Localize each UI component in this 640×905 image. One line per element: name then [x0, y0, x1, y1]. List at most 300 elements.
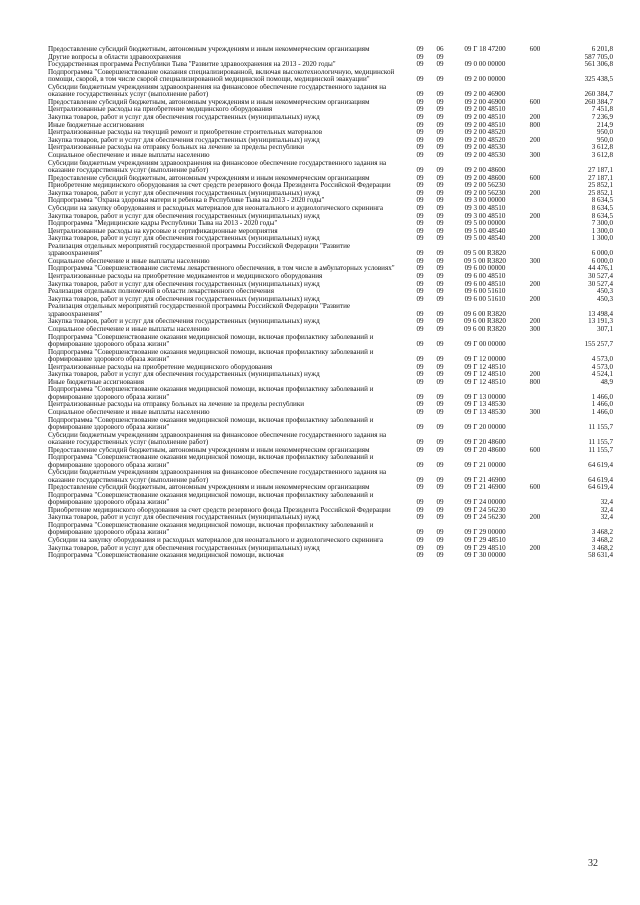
row-name: Субсидии бюджетным учреждениям здравоохранения на финансовое обеспечение государственного задания на оказание государственных услуг (выполнение работ): [48, 83, 387, 99]
row-name: Предоставление субсидий бюджетным, автономным учреждениям и иным некоммерческим организациям: [48, 98, 370, 106]
row-amount: 950,0: [597, 136, 613, 144]
row-section-code: 09: [416, 371, 424, 379]
row-section-code: 09: [416, 98, 424, 106]
row-subsection-code: 09: [436, 326, 444, 334]
row-name: Закупка товаров, работ и услуг для обеспечения государственных (муниципальных) нужд: [48, 212, 320, 220]
row-expense-type-code: [520, 228, 550, 236]
row-target-item-code: 09 Г 13 00000: [464, 392, 506, 401]
row-expense-type-code: [520, 197, 550, 205]
row-target-item-code: 09 2 00 48530: [464, 144, 506, 152]
row-subsection-code: 09: [436, 121, 444, 129]
row-expense-type-code: [520, 288, 550, 296]
row-subsection-code: 09: [436, 309, 444, 318]
row-subsection-code: 09: [436, 90, 444, 99]
row-name: Подпрограмма "Совершенствование оказания медицинской помощи, включая профилактику заболеваний и формирование здорового образа жизни": [48, 416, 374, 431]
row-expense-type-code: 800: [529, 378, 541, 386]
row-amount: 11 155,7: [588, 423, 613, 431]
row-expense-type-code: [520, 417, 550, 432]
row-amount: 11 155,7: [588, 446, 613, 454]
row-target-item-code: 09 6 00 48510: [464, 273, 506, 281]
row-name: Подпрограмма "Совершенствование оказания специализированной, включая высокотехнологичную, медицинской помощи, скорой, в том числе скорой специализированной медицинской помощи, медицинской эвакуации": [48, 68, 395, 84]
row-name: Реализация отдельных полномочий в области лекарственного обеспечения: [48, 288, 274, 296]
row-amount: 32,4: [600, 506, 613, 514]
row-expense-type-code: 800: [529, 121, 541, 129]
table-row: [48, 545, 613, 553]
row-section-code: 09: [416, 129, 424, 137]
row-amount: 6 000,0: [591, 257, 613, 265]
row-section-code: 09: [416, 165, 424, 174]
row-subsection-code: 09: [436, 106, 444, 114]
table-row: [48, 522, 613, 537]
row-amount: 11 155,7: [588, 438, 613, 446]
row-section-code: 09: [416, 106, 424, 114]
table-row: [48, 152, 613, 160]
row-name: Централизованные расходы на приобретение медицинского оборудования: [48, 363, 273, 371]
table-row: [48, 122, 613, 130]
row-expense-type-code: 600: [529, 98, 541, 106]
table-row: [48, 106, 613, 114]
row-expense-type-code: 200: [529, 514, 541, 522]
row-section-code: 09: [416, 182, 424, 190]
row-expense-type-code: 600: [529, 46, 541, 53]
row-subsection-code: 09: [436, 265, 444, 273]
row-target-item-code: 09 Г 13 48530: [464, 409, 506, 416]
row-section-code: 09: [416, 288, 424, 296]
row-subsection-code: 09: [436, 151, 444, 159]
row-section-code: 09: [416, 204, 424, 212]
row-subsection-code: 09: [436, 75, 444, 84]
row-expense-type-code: [520, 84, 550, 99]
row-target-item-code: 09 Г 24 56230: [464, 514, 506, 522]
row-amount: 25 852,1: [588, 182, 613, 190]
row-amount: 4 573,0: [591, 355, 613, 364]
row-subsection-code: 09: [436, 438, 444, 446]
row-name: Подпрограмма "Совершенствование системы лекарственного обеспечения, в том числе в амбулаторных условиях": [48, 265, 395, 273]
table-row: [48, 190, 613, 198]
row-name: Приобретение медицинского оборудования за счет средств резервного фонда Президента Российской Федерации: [48, 506, 391, 514]
row-amount: 8 634,5: [591, 197, 613, 205]
row-section-code: 09: [416, 265, 424, 273]
row-amount: 32,4: [600, 498, 613, 507]
row-amount: 13 498,4: [588, 309, 613, 318]
row-subsection-code: 09: [436, 378, 444, 386]
row-name: Закупка товаров, работ и услуг для обеспечения государственных (муниципальных) нужд: [48, 318, 320, 326]
row-amount: 48,9: [600, 378, 613, 386]
row-name: Социальное обеспечение и иные выплаты населению: [48, 151, 210, 159]
row-target-item-code: 09 Г 21 46900: [464, 475, 506, 484]
budget-table-page: [48, 46, 613, 560]
row-target-item-code: 09 5 00 00000: [464, 220, 506, 228]
row-expense-type-code: [520, 349, 550, 364]
row-amount: 13 191,3: [588, 318, 613, 326]
row-subsection-code: 09: [436, 318, 444, 326]
row-section-code: 09: [416, 401, 424, 409]
row-name: Предоставление субсидий бюджетным, автономным учреждениям и иным некоммерческим организациям: [48, 446, 370, 454]
row-section-code: 09: [416, 506, 424, 514]
row-target-item-code: 09 Г 21 00000: [464, 460, 506, 469]
row-expense-type-code: 300: [529, 326, 541, 334]
row-amount: 450,3: [597, 288, 613, 296]
row-subsection-code: 09: [436, 235, 444, 243]
row-name: Иные бюджетные ассигнования: [48, 121, 145, 129]
budget-table-body: [48, 46, 613, 560]
row-section-code: 09: [416, 363, 424, 371]
row-expense-type-code: [520, 537, 550, 545]
row-subsection-code: 09: [436, 98, 444, 106]
row-subsection-code: 09: [436, 288, 444, 296]
row-target-item-code: 09 Г 00 00000: [464, 340, 506, 349]
table-row: [48, 265, 613, 273]
row-section-code: 09: [416, 136, 424, 144]
row-subsection-code: 09: [436, 212, 444, 220]
row-subsection-code: 09: [436, 257, 444, 265]
table-row: [48, 281, 613, 289]
row-section-code: 09: [416, 309, 424, 318]
row-subsection-code: 09: [436, 227, 444, 235]
table-row: [48, 54, 613, 62]
budget-table: [48, 46, 613, 560]
table-row: [48, 46, 613, 54]
row-section-code: 09: [416, 75, 424, 84]
row-target-item-code: 09 6 00 51610: [464, 288, 506, 296]
table-row: [48, 235, 613, 243]
row-expense-type-code: [520, 106, 550, 114]
row-expense-type-code: [520, 160, 550, 175]
row-name: Закупка товаров, работ и услуг для обеспечения государственных (муниципальных) нужд: [48, 113, 320, 121]
table-row: [48, 469, 613, 484]
row-expense-type-code: [520, 182, 550, 190]
row-expense-type-code: 200: [529, 212, 541, 220]
row-expense-type-code: 200: [529, 235, 541, 243]
row-section-code: 09: [416, 355, 424, 364]
row-expense-type-code: [520, 273, 550, 281]
row-name: Подпрограмма "Совершенствование оказания медицинской помощи, включая профилактику заболеваний и формирование здорового образа жизни": [48, 386, 374, 401]
row-subsection-code: 09: [436, 355, 444, 364]
row-name: Закупка товаров, работ и услуг для обеспечения государственных (муниципальных) нужд: [48, 280, 320, 288]
table-row: [48, 137, 613, 145]
row-name: Подпрограмма "Совершенствование оказания медицинской помощи, включая профилактику заболеваний и формирование здорового образа жизни": [48, 348, 374, 364]
row-target-item-code: 09 Г 12 48510: [464, 378, 506, 386]
row-amount: 32,4: [600, 514, 613, 522]
row-target-item-code: 09 2 00 48510: [464, 121, 506, 129]
row-subsection-code: 09: [436, 446, 444, 454]
row-target-item-code: 09 Г 29 48510: [464, 536, 506, 544]
table-row: [48, 484, 613, 492]
row-target-item-code: 09 Г 29 00000: [464, 528, 506, 537]
row-target-item-code: 09 2 00 48520: [464, 129, 506, 137]
row-subsection-code: 09: [436, 392, 444, 401]
row-target-item-code: 09 3 00 48510: [464, 204, 506, 212]
row-amount: 64 619,4: [588, 460, 613, 469]
row-amount: 6 000,0: [591, 249, 613, 258]
page-number: 32: [588, 858, 598, 869]
row-subsection-code: 09: [436, 528, 444, 537]
row-target-item-code: 09 2 00 56230: [464, 182, 506, 190]
row-section-code: 09: [416, 498, 424, 507]
row-expense-type-code: [520, 469, 550, 484]
row-amount: 3 468,2: [591, 536, 613, 544]
row-target-item-code: 09 2 00 56230: [464, 189, 506, 197]
table-row: [48, 228, 613, 236]
row-name: Подпрограмма "Медицинские кадры Республики Тыва на 2013 - 2020 годы": [48, 220, 278, 228]
row-expense-type-code: [520, 364, 550, 372]
row-name: Социальное обеспечение и иные выплаты населению: [48, 409, 210, 416]
row-target-item-code: 09 6 00 R3820: [464, 309, 506, 318]
row-section-code: 09: [416, 514, 424, 522]
row-name: Социальное обеспечение и иные выплаты населению: [48, 326, 210, 334]
row-amount: 260 384,7: [584, 98, 613, 106]
row-name: Подпрограмма "Совершенствование оказания медицинской помощи, включая профилактику заболеваний и формирование здорового образа жизни": [48, 333, 374, 349]
row-subsection-code: 09: [436, 552, 444, 560]
row-subsection-code: 09: [436, 484, 444, 492]
row-section-code: 09: [416, 144, 424, 152]
row-section-code: 09: [416, 378, 424, 386]
row-target-item-code: 09 2 00 48600: [464, 174, 506, 182]
row-expense-type-code: [520, 243, 550, 258]
row-expense-type-code: [520, 454, 550, 469]
row-amount: 1 466,0: [591, 392, 613, 401]
row-subsection-code: 09: [436, 514, 444, 522]
row-subsection-code: 09: [436, 53, 444, 61]
row-amount: 64 619,4: [588, 484, 613, 492]
table-row: [48, 537, 613, 545]
row-name: Субсидии на закупку оборудования и расходных материалов для неонатального и аудиологического скрининга: [48, 536, 384, 544]
row-expense-type-code: 200: [529, 544, 541, 552]
row-subsection-code: 09: [436, 295, 444, 303]
row-target-item-code: 09 3 00 00000: [464, 197, 506, 205]
row-subsection-code: 09: [436, 544, 444, 552]
row-expense-type-code: [520, 54, 550, 62]
row-name: Субсидии бюджетным учреждениям здравоохранения на финансовое обеспечение государственного задания на оказание государственных услуг (выполнение работ): [48, 431, 387, 446]
row-target-item-code: 09 6 00 R3820: [464, 326, 506, 334]
row-target-item-code: 09 2 00 00000: [464, 75, 506, 84]
row-target-item-code: 09 6 00 00000: [464, 265, 506, 273]
table-row: [48, 160, 613, 175]
row-amount: 44 476,1: [588, 265, 613, 273]
table-row: [48, 129, 613, 137]
table-row: [48, 182, 613, 190]
row-section-code: 09: [416, 318, 424, 326]
row-amount: 3 468,2: [591, 528, 613, 537]
row-name: Предоставление субсидий бюджетным, автономным учреждениям и иным некоммерческим организациям: [48, 46, 370, 53]
row-amount: 7 300,0: [591, 220, 613, 228]
row-target-item-code: 09 2 00 46900: [464, 98, 506, 106]
row-target-item-code: 09 Г 30 00000: [464, 552, 506, 560]
row-subsection-code: 09: [436, 273, 444, 281]
row-subsection-code: 09: [436, 189, 444, 197]
row-name: Государственная программа Республики Тыва "Развитие здравоохранения на 2013 - 2020 годы": [48, 61, 336, 69]
table-row: [48, 401, 613, 409]
row-subsection-code: 09: [436, 129, 444, 137]
row-amount: 260 384,7: [584, 90, 613, 99]
row-expense-type-code: 200: [529, 280, 541, 288]
row-subsection-code: 09: [436, 144, 444, 152]
row-subsection-code: 06: [436, 46, 444, 53]
row-section-code: 09: [416, 280, 424, 288]
row-name: Реализация отдельных мероприятий государственной программы Российской Федерации "Развитие здравоохранения": [48, 242, 351, 258]
row-name: Централизованные расходы на текущий ремонт и приобретение строительных материалов: [48, 129, 323, 137]
row-expense-type-code: 300: [529, 409, 541, 416]
row-target-item-code: 09 Г 20 48600: [464, 446, 506, 454]
row-name: Подпрограмма "Совершенствование оказания медицинской помощи, включая: [48, 552, 284, 560]
row-target-item-code: 09 Г 18 47200: [464, 46, 506, 53]
table-row: [48, 243, 613, 258]
row-expense-type-code: [520, 552, 550, 560]
row-amount: 1 466,0: [591, 401, 613, 409]
row-expense-type-code: [520, 432, 550, 447]
row-name: Централизованные расходы на отправку больных на лечение за пределы республики: [48, 144, 305, 152]
row-target-item-code: 09 Г 20 00000: [464, 423, 506, 431]
row-name: Централизованные расходы на отправку больных на лечение за пределы республики: [48, 401, 305, 409]
table-row: [48, 432, 613, 447]
row-expense-type-code: 200: [529, 371, 541, 379]
row-name: Закупка товаров, работ и услуг для обеспечения государственных (муниципальных) нужд: [48, 514, 320, 522]
table-row: [48, 552, 613, 560]
row-amount: 307,1: [597, 326, 613, 334]
row-expense-type-code: [520, 265, 550, 273]
row-section-code: 09: [416, 446, 424, 454]
row-target-item-code: 09 Г 12 48510: [464, 363, 506, 371]
row-section-code: 09: [416, 61, 424, 69]
row-target-item-code: 09 2 00 48520: [464, 136, 506, 144]
row-expense-type-code: [520, 144, 550, 152]
table-row: [48, 213, 613, 221]
row-section-code: 09: [416, 423, 424, 431]
row-amount: 7 451,8: [591, 106, 613, 114]
row-amount: 27 187,1: [588, 174, 613, 182]
row-name: Субсидии на закупку оборудования и расходных материалов для неонатального и аудиологического скрининга: [48, 204, 384, 212]
table-row: [48, 409, 613, 417]
row-expense-type-code: 600: [529, 446, 541, 454]
row-section-code: 09: [416, 438, 424, 446]
row-section-code: 09: [416, 552, 424, 560]
row-name: Иные бюджетные ассигнования: [48, 378, 145, 386]
row-section-code: 09: [416, 46, 424, 53]
row-expense-type-code: [520, 303, 550, 318]
row-subsection-code: 09: [436, 280, 444, 288]
row-subsection-code: 09: [436, 165, 444, 174]
row-section-code: 09: [416, 189, 424, 197]
table-row: [48, 288, 613, 296]
row-amount: 1 300,0: [591, 227, 613, 235]
row-amount: 1 466,0: [591, 409, 613, 416]
row-amount: 25 852,1: [588, 189, 613, 197]
row-target-item-code: [450, 54, 520, 62]
row-name: Подпрограмма "Совершенствование оказания медицинской помощи, включая профилактику заболеваний и формирование здорового образа жизни": [48, 454, 374, 469]
row-amount: 30 527,4: [588, 280, 613, 288]
row-expense-type-code: 200: [529, 318, 541, 326]
row-section-code: 09: [416, 257, 424, 265]
row-name: Социальное обеспечение и иные выплаты населению: [48, 257, 210, 265]
row-section-code: 09: [416, 151, 424, 159]
table-row: [48, 349, 613, 364]
row-name: Централизованные расходы на приобретение медикаментов и медицинского оборудования: [48, 273, 323, 281]
row-section-code: 09: [416, 212, 424, 220]
row-subsection-code: 09: [436, 409, 444, 416]
row-amount: 4 573,0: [591, 363, 613, 371]
row-expense-type-code: [520, 220, 550, 228]
row-expense-type-code: 200: [529, 136, 541, 144]
row-subsection-code: 09: [436, 136, 444, 144]
row-name: Закупка товаров, работ и услуг для обеспечения государственных (муниципальных) нужд: [48, 295, 320, 303]
row-name: Другие вопросы в области здравоохранения: [48, 53, 181, 61]
row-section-code: 09: [416, 220, 424, 228]
row-name: Подпрограмма "Совершенствование оказания медицинской помощи, включая профилактику заболеваний и формирование здорового образа жизни": [48, 521, 374, 537]
table-row: [48, 61, 613, 69]
row-target-item-code: 09 Г 21 46900: [464, 484, 506, 492]
row-subsection-code: 09: [436, 220, 444, 228]
table-row: [48, 447, 613, 455]
row-expense-type-code: [520, 507, 550, 515]
table-row: [48, 303, 613, 318]
row-name: Предоставление субсидий бюджетным, автономным учреждениям и иным некоммерческим организациям: [48, 484, 370, 492]
table-row: [48, 492, 613, 507]
row-amount: 3 468,2: [591, 544, 613, 552]
table-row: [48, 371, 613, 379]
row-expense-type-code: 300: [529, 151, 541, 159]
row-section-code: 09: [416, 409, 424, 416]
table-row: [48, 258, 613, 266]
row-section-code: 09: [416, 528, 424, 537]
row-target-item-code: 09 5 00 R3820: [464, 249, 506, 258]
row-section-code: 09: [416, 249, 424, 258]
row-amount: 58 631,4: [588, 552, 613, 560]
row-section-code: 09: [416, 227, 424, 235]
row-subsection-code: 09: [436, 249, 444, 258]
row-name: Субсидии бюджетным учреждениям здравоохранения на финансовое обеспечение государственного задания на оказание государственных услуг (выполнение работ): [48, 159, 387, 174]
table-row: [48, 69, 613, 84]
row-subsection-code: 09: [436, 340, 444, 349]
row-target-item-code: 09 2 00 48510: [464, 106, 506, 114]
row-amount: 8 634,5: [591, 204, 613, 212]
row-amount: 1 300,0: [591, 235, 613, 243]
row-name: Реализация отдельных мероприятий государственной программы Российской Федерации "Развитие здравоохранения": [48, 303, 351, 318]
row-subsection-code: 09: [436, 182, 444, 190]
table-row: [48, 273, 613, 281]
row-amount: 27 187,1: [588, 165, 613, 174]
row-subsection-code: 09: [436, 536, 444, 544]
row-subsection-code: 09: [436, 363, 444, 371]
row-expense-type-code: [520, 69, 550, 84]
row-expense-type-code: 200: [529, 113, 541, 121]
row-expense-type-code: 600: [529, 174, 541, 182]
row-expense-type-code: [520, 492, 550, 507]
row-section-code: 09: [416, 484, 424, 492]
row-target-item-code: 09 Г 24 00000: [464, 498, 506, 507]
row-subsection-code: 09: [436, 423, 444, 431]
row-section-code: 09: [416, 475, 424, 484]
row-expense-type-code: [520, 205, 550, 213]
row-expense-type-code: [520, 61, 550, 69]
table-row: [48, 99, 613, 107]
row-target-item-code: 09 Г 24 56230: [464, 506, 506, 514]
row-expense-type-code: [520, 334, 550, 349]
row-section-code: 09: [416, 174, 424, 182]
row-expense-type-code: [520, 129, 550, 137]
row-amount: 3 612,8: [591, 151, 613, 159]
row-name: Закупка товаров, работ и услуг для обеспечения государственных (муниципальных) нужд: [48, 544, 320, 552]
table-row: [48, 454, 613, 469]
row-target-item-code: 09 2 00 48530: [464, 151, 506, 159]
row-name: Закупка товаров, работ и услуг для обеспечения государственных (муниципальных) нужд: [48, 189, 320, 197]
row-name: Субсидии бюджетным учреждениям здравоохранения на финансовое обеспечение государственного задания на оказание государственных услуг (выполнение работ): [48, 469, 387, 484]
table-row: [48, 84, 613, 99]
row-target-item-code: 09 2 00 48600: [464, 165, 506, 174]
row-subsection-code: 09: [436, 174, 444, 182]
row-subsection-code: 09: [436, 113, 444, 121]
row-expense-type-code: [520, 386, 550, 401]
row-amount: 7 236,9: [591, 113, 613, 121]
